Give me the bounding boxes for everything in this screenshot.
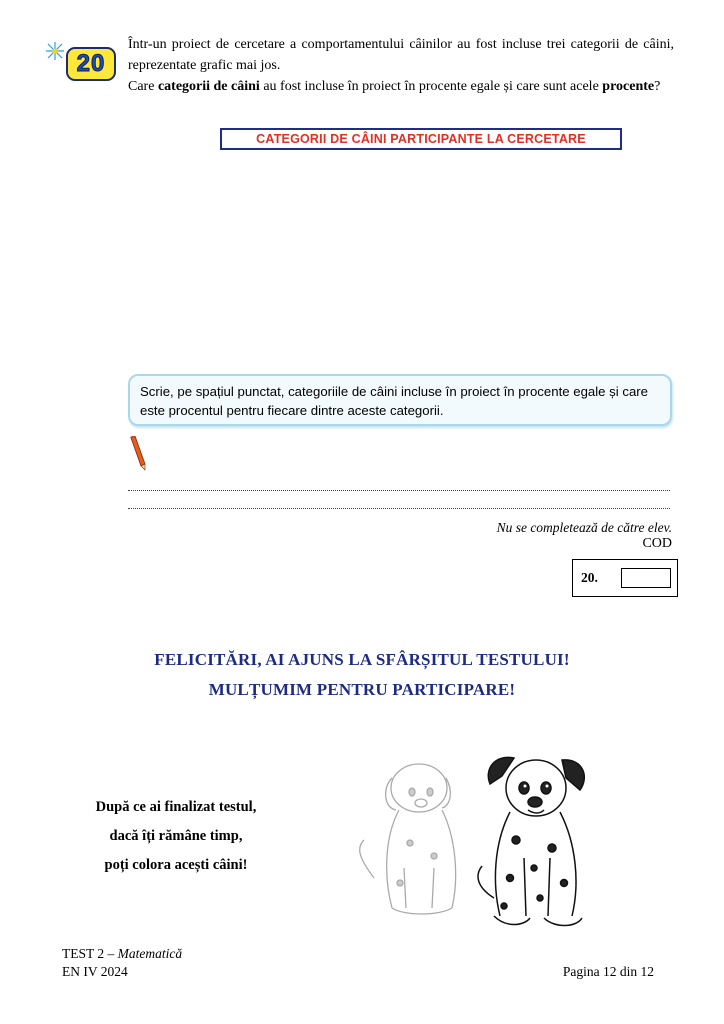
q-part3: ? (654, 79, 661, 94)
answer-line-2[interactable] (128, 508, 670, 509)
grading-score-field (621, 568, 671, 588)
bar-2 (384, 171, 448, 344)
q-part1: Care (128, 79, 158, 94)
q-bold2: procente (602, 79, 655, 94)
coloring-line-1: După ce ai finalizat testul, (95, 799, 257, 815)
chart-title: CATEGORII DE CÂINI PARTICIPANTE LA CERCETARE (256, 132, 586, 146)
y-tick-label: 15% (154, 290, 168, 298)
chart-plot (140, 124, 660, 366)
grading-code-box (572, 559, 678, 597)
footer-test-label (62, 946, 182, 962)
bar-1 (224, 258, 288, 344)
y-tick-label: 10% (154, 307, 168, 315)
pencil-icon (128, 436, 148, 472)
grading-note: Nu se completează de către elev. (496, 520, 672, 535)
y-tick-label: 0% (158, 342, 168, 349)
coloring-line-2: dacă îți rămâne timp, (109, 828, 243, 844)
y-tick-label: 50% (154, 169, 168, 177)
footer-subject: Matematică (117, 946, 183, 961)
congrats-line-1: FELICITĂRI, AI AJUNS LA SFÂRȘITUL TESTULUI! (154, 650, 570, 669)
x-tick-label: CÂINI DE TALIE MARE (530, 351, 620, 361)
dalmatian-dogs-illustration (344, 748, 604, 932)
y-tick-label: 25% (154, 255, 168, 263)
instruction-text: Scrie, pe spațiul punctat, categoriile de câini incluse în proiect în procente egale și care este procentul pentru fiecare dintre aceste categorii. (140, 384, 649, 418)
cod-label: COD (642, 536, 672, 551)
sparkle-icon (44, 40, 66, 62)
question-text (128, 34, 674, 97)
x-tick-label: CÂINI DE TALIE MEDIE (369, 351, 462, 361)
congrats-line-2: MULȚUMIM PENTRU PARTICIPARE! (208, 680, 516, 699)
footer-exam: EN IV 2024 (62, 964, 128, 979)
bar-chart (140, 124, 660, 366)
left-dog-drawing (360, 764, 456, 914)
chart-frame (141, 125, 660, 366)
bar-3 (543, 258, 607, 344)
question-prompt (128, 76, 674, 97)
coloring-note (60, 793, 292, 880)
exercise-number: 20 (76, 50, 106, 77)
right-dog-drawing (478, 757, 584, 925)
answer-line-1[interactable] (128, 490, 670, 491)
coloring-line-3: poți colora acești câini! (104, 857, 248, 873)
y-tick-label: 35% (154, 221, 168, 229)
y-tick-label: 40% (154, 203, 168, 211)
question-intro: Într-un proiect de cercetare a comportamentului câinilor au fost incluse trei categorii de câini, reprezentate grafic mai jos. (128, 37, 674, 73)
grading-item-number: 20. (581, 570, 598, 585)
x-tick-label: CÂINI DE TALIE MICĂ (213, 351, 299, 361)
footer-test: TEST 2 – (62, 946, 118, 961)
q-bold1: categorii de câini (157, 79, 260, 94)
y-tick-label: 55% (154, 152, 168, 159)
y-tick-label: 45% (154, 186, 168, 194)
footer-page-number: Pagina 12 din 12 (562, 964, 654, 979)
chart-title-box (220, 128, 622, 150)
instruction-box (128, 374, 672, 426)
q-part2: au fost incluse în proiect în procente egale și care sunt acele (259, 79, 603, 94)
y-tick-label: 30% (154, 238, 168, 246)
y-tick-label: 5% (158, 324, 168, 332)
y-tick-label: 20% (154, 272, 168, 280)
exercise-number-badge (66, 47, 116, 81)
